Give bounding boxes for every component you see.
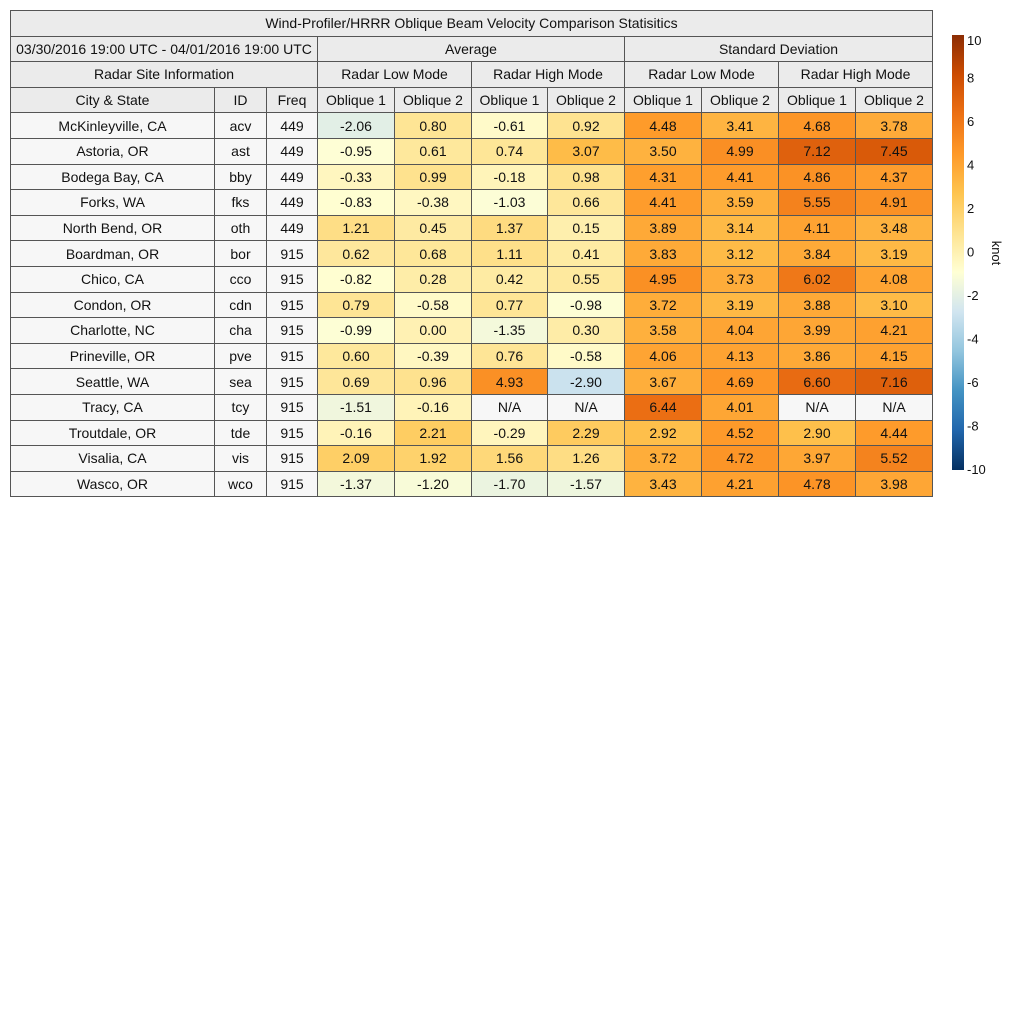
value-cell-avg-high-oblique-2: 2.29 bbox=[548, 420, 625, 446]
site-city-cell: Visalia, CA bbox=[11, 446, 215, 472]
colorbar-tick-label: -6 bbox=[967, 375, 979, 390]
site-id-cell: vis bbox=[215, 446, 267, 472]
value-cell-std-high-oblique-1: N/A bbox=[779, 394, 856, 420]
value-cell-std-low-oblique-2: 4.04 bbox=[702, 318, 779, 344]
value-cell-avg-high-oblique-2: -0.98 bbox=[548, 292, 625, 318]
value-cell-std-low-oblique-2: 4.99 bbox=[702, 138, 779, 164]
table-row bbox=[11, 420, 933, 446]
site-freq-cell: 915 bbox=[267, 471, 318, 497]
value-cell-avg-low-oblique-1: -0.33 bbox=[318, 164, 395, 190]
value-cell-avg-high-oblique-2: -2.90 bbox=[548, 369, 625, 395]
site-id-cell: oth bbox=[215, 215, 267, 241]
value-cell-std-low-oblique-1: 4.41 bbox=[625, 190, 702, 216]
site-info-header: Radar Site Information bbox=[11, 62, 318, 88]
colorbar-tick-label: -8 bbox=[967, 418, 979, 434]
colorbar-tick-label: 0 bbox=[967, 244, 975, 260]
value-cell-avg-low-oblique-1: 0.62 bbox=[318, 241, 395, 267]
value-cell-std-low-oblique-1: 3.72 bbox=[625, 446, 702, 472]
column-header-avg-low-oblique-1: Oblique 1 bbox=[318, 87, 395, 113]
site-freq-cell: 449 bbox=[267, 138, 318, 164]
site-id-cell: bor bbox=[215, 241, 267, 267]
value-cell-std-low-oblique-2: 4.01 bbox=[702, 394, 779, 420]
colorbar-tick-label: -10 bbox=[967, 462, 986, 477]
value-cell-std-high-oblique-2: 4.08 bbox=[856, 266, 933, 292]
value-cell-avg-low-oblique-2: -0.38 bbox=[395, 190, 472, 216]
colorbar-tick-label: 6 bbox=[967, 114, 975, 129]
site-id-cell: fks bbox=[215, 190, 267, 216]
colorbar-tick-label: 4 bbox=[967, 157, 975, 173]
value-cell-std-high-oblique-2: N/A bbox=[856, 394, 933, 420]
value-cell-avg-high-oblique-2: 0.15 bbox=[548, 215, 625, 241]
site-freq-cell: 915 bbox=[267, 318, 318, 344]
value-cell-std-low-oblique-2: 4.69 bbox=[702, 369, 779, 395]
value-cell-avg-low-oblique-2: 0.99 bbox=[395, 164, 472, 190]
site-city-cell: Seattle, WA bbox=[11, 369, 215, 395]
value-cell-avg-high-oblique-2: 0.41 bbox=[548, 241, 625, 267]
colorbar-ticks bbox=[967, 35, 986, 477]
value-cell-avg-high-oblique-1: -1.03 bbox=[472, 190, 548, 216]
value-cell-std-low-oblique-1: 3.67 bbox=[625, 369, 702, 395]
value-cell-avg-low-oblique-1: -2.06 bbox=[318, 113, 395, 139]
value-cell-std-high-oblique-2: 4.15 bbox=[856, 343, 933, 369]
table-row bbox=[11, 394, 933, 420]
value-cell-avg-high-oblique-1: 0.42 bbox=[472, 266, 548, 292]
colorbar-gradient bbox=[952, 35, 964, 470]
value-cell-std-low-oblique-2: 3.59 bbox=[702, 190, 779, 216]
value-cell-avg-high-oblique-1: 0.77 bbox=[472, 292, 548, 318]
site-city-cell: Charlotte, NC bbox=[11, 318, 215, 344]
value-cell-avg-low-oblique-2: 0.00 bbox=[395, 318, 472, 344]
site-freq-cell: 449 bbox=[267, 164, 318, 190]
column-header-std-high-oblique-1: Oblique 1 bbox=[779, 87, 856, 113]
value-cell-std-high-oblique-2: 7.16 bbox=[856, 369, 933, 395]
value-cell-std-high-oblique-1: 2.90 bbox=[779, 420, 856, 446]
site-freq-cell: 915 bbox=[267, 394, 318, 420]
value-cell-std-low-oblique-2: 3.41 bbox=[702, 113, 779, 139]
value-cell-avg-low-oblique-2: 0.68 bbox=[395, 241, 472, 267]
value-cell-avg-low-oblique-2: 0.45 bbox=[395, 215, 472, 241]
value-cell-avg-high-oblique-1: 4.93 bbox=[472, 369, 548, 395]
site-id-cell: cha bbox=[215, 318, 267, 344]
value-cell-avg-low-oblique-1: -0.99 bbox=[318, 318, 395, 344]
value-cell-std-low-oblique-2: 3.73 bbox=[702, 266, 779, 292]
value-cell-avg-low-oblique-1: -0.82 bbox=[318, 266, 395, 292]
value-cell-avg-high-oblique-2: 0.30 bbox=[548, 318, 625, 344]
value-cell-avg-low-oblique-2: 0.80 bbox=[395, 113, 472, 139]
table-row bbox=[11, 369, 933, 395]
std-high-mode-header: Radar High Mode bbox=[779, 62, 933, 88]
column-header-city: City & State bbox=[11, 87, 215, 113]
std-dev-header: Standard Deviation bbox=[625, 36, 933, 62]
value-cell-std-high-oblique-2: 3.98 bbox=[856, 471, 933, 497]
value-cell-avg-low-oblique-1: 0.79 bbox=[318, 292, 395, 318]
site-id-cell: tcy bbox=[215, 394, 267, 420]
table-row bbox=[11, 292, 933, 318]
site-city-cell: Prineville, OR bbox=[11, 343, 215, 369]
site-id-cell: wco bbox=[215, 471, 267, 497]
site-city-cell: Bodega Bay, CA bbox=[11, 164, 215, 190]
site-freq-cell: 915 bbox=[267, 241, 318, 267]
value-cell-avg-low-oblique-1: 0.69 bbox=[318, 369, 395, 395]
value-cell-std-high-oblique-2: 4.91 bbox=[856, 190, 933, 216]
site-city-cell: Wasco, OR bbox=[11, 471, 215, 497]
value-cell-avg-low-oblique-1: -1.51 bbox=[318, 394, 395, 420]
value-cell-avg-low-oblique-2: -0.58 bbox=[395, 292, 472, 318]
value-cell-std-low-oblique-1: 2.92 bbox=[625, 420, 702, 446]
column-header-std-low-oblique-1: Oblique 1 bbox=[625, 87, 702, 113]
value-cell-std-low-oblique-1: 4.06 bbox=[625, 343, 702, 369]
site-freq-cell: 915 bbox=[267, 266, 318, 292]
colorbar-tick-label: 2 bbox=[967, 201, 975, 216]
value-cell-avg-low-oblique-2: -1.20 bbox=[395, 471, 472, 497]
value-cell-std-high-oblique-1: 4.86 bbox=[779, 164, 856, 190]
value-cell-std-high-oblique-2: 4.21 bbox=[856, 318, 933, 344]
site-id-cell: sea bbox=[215, 369, 267, 395]
site-freq-cell: 915 bbox=[267, 369, 318, 395]
value-cell-std-low-oblique-1: 3.58 bbox=[625, 318, 702, 344]
colorbar-tick-label: 10 bbox=[967, 35, 982, 48]
value-cell-std-high-oblique-1: 3.88 bbox=[779, 292, 856, 318]
column-header-std-high-oblique-2: Oblique 2 bbox=[856, 87, 933, 113]
value-cell-avg-high-oblique-1: 0.74 bbox=[472, 138, 548, 164]
value-cell-std-low-oblique-1: 3.50 bbox=[625, 138, 702, 164]
value-cell-avg-high-oblique-1: N/A bbox=[472, 394, 548, 420]
value-cell-std-low-oblique-1: 4.48 bbox=[625, 113, 702, 139]
value-cell-std-low-oblique-1: 3.72 bbox=[625, 292, 702, 318]
value-cell-avg-high-oblique-2: -1.57 bbox=[548, 471, 625, 497]
table-row bbox=[11, 446, 933, 472]
value-cell-std-high-oblique-2: 7.45 bbox=[856, 138, 933, 164]
site-freq-cell: 915 bbox=[267, 446, 318, 472]
value-cell-avg-high-oblique-1: -1.35 bbox=[472, 318, 548, 344]
value-cell-avg-high-oblique-2: 0.92 bbox=[548, 113, 625, 139]
value-cell-std-high-oblique-1: 4.11 bbox=[779, 215, 856, 241]
table-row bbox=[11, 190, 933, 216]
site-city-cell: McKinleyville, CA bbox=[11, 113, 215, 139]
site-city-cell: North Bend, OR bbox=[11, 215, 215, 241]
value-cell-std-high-oblique-1: 5.55 bbox=[779, 190, 856, 216]
site-city-cell: Boardman, OR bbox=[11, 241, 215, 267]
value-cell-std-high-oblique-1: 6.60 bbox=[779, 369, 856, 395]
value-cell-std-high-oblique-2: 3.48 bbox=[856, 215, 933, 241]
value-cell-avg-high-oblique-2: N/A bbox=[548, 394, 625, 420]
value-cell-avg-high-oblique-2: 0.66 bbox=[548, 190, 625, 216]
value-cell-std-high-oblique-2: 3.10 bbox=[856, 292, 933, 318]
value-cell-avg-low-oblique-2: 2.21 bbox=[395, 420, 472, 446]
value-cell-std-low-oblique-1: 3.83 bbox=[625, 241, 702, 267]
value-cell-avg-low-oblique-1: -1.37 bbox=[318, 471, 395, 497]
value-cell-avg-high-oblique-1: -0.61 bbox=[472, 113, 548, 139]
column-header-freq: Freq bbox=[267, 87, 318, 113]
value-cell-std-high-oblique-1: 3.97 bbox=[779, 446, 856, 472]
column-header-avg-high-oblique-1: Oblique 1 bbox=[472, 87, 548, 113]
colorbar-unit-label: knot bbox=[989, 240, 1004, 266]
value-cell-std-high-oblique-1: 3.86 bbox=[779, 343, 856, 369]
value-cell-std-low-oblique-1: 4.95 bbox=[625, 266, 702, 292]
avg-low-mode-header: Radar Low Mode bbox=[318, 62, 472, 88]
std-low-mode-header: Radar Low Mode bbox=[625, 62, 779, 88]
date-range: 03/30/2016 19:00 UTC - 04/01/2016 19:00 UTC bbox=[11, 36, 318, 62]
value-cell-std-low-oblique-2: 3.12 bbox=[702, 241, 779, 267]
value-cell-std-low-oblique-2: 3.14 bbox=[702, 215, 779, 241]
site-freq-cell: 915 bbox=[267, 292, 318, 318]
value-cell-std-high-oblique-2: 5.52 bbox=[856, 446, 933, 472]
value-cell-avg-low-oblique-2: 1.92 bbox=[395, 446, 472, 472]
column-header-std-low-oblique-2: Oblique 2 bbox=[702, 87, 779, 113]
value-cell-avg-low-oblique-2: -0.39 bbox=[395, 343, 472, 369]
table-row bbox=[11, 241, 933, 267]
value-cell-avg-low-oblique-2: -0.16 bbox=[395, 394, 472, 420]
site-id-cell: bby bbox=[215, 164, 267, 190]
value-cell-std-low-oblique-2: 4.21 bbox=[702, 471, 779, 497]
table-body bbox=[11, 113, 933, 497]
value-cell-avg-high-oblique-1: -0.29 bbox=[472, 420, 548, 446]
site-id-cell: cdn bbox=[215, 292, 267, 318]
table-row bbox=[11, 215, 933, 241]
value-cell-std-high-oblique-1: 4.78 bbox=[779, 471, 856, 497]
comparison-table bbox=[10, 10, 933, 497]
value-cell-std-low-oblique-2: 4.41 bbox=[702, 164, 779, 190]
column-header-avg-low-oblique-2: Oblique 2 bbox=[395, 87, 472, 113]
site-city-cell: Tracy, CA bbox=[11, 394, 215, 420]
value-cell-avg-high-oblique-1: 1.37 bbox=[472, 215, 548, 241]
value-cell-avg-low-oblique-1: 2.09 bbox=[318, 446, 395, 472]
value-cell-std-high-oblique-1: 6.02 bbox=[779, 266, 856, 292]
value-cell-avg-low-oblique-1: -0.16 bbox=[318, 420, 395, 446]
site-freq-cell: 915 bbox=[267, 343, 318, 369]
value-cell-std-low-oblique-1: 3.89 bbox=[625, 215, 702, 241]
site-freq-cell: 449 bbox=[267, 190, 318, 216]
value-cell-std-high-oblique-1: 3.84 bbox=[779, 241, 856, 267]
value-cell-avg-high-oblique-2: 0.98 bbox=[548, 164, 625, 190]
colorbar-tick-label: 8 bbox=[967, 70, 975, 86]
site-city-cell: Forks, WA bbox=[11, 190, 215, 216]
site-city-cell: Astoria, OR bbox=[11, 138, 215, 164]
column-header-id: ID bbox=[215, 87, 267, 113]
table-row bbox=[11, 138, 933, 164]
site-freq-cell: 915 bbox=[267, 420, 318, 446]
site-freq-cell: 449 bbox=[267, 215, 318, 241]
value-cell-avg-low-oblique-1: 0.60 bbox=[318, 343, 395, 369]
value-cell-avg-low-oblique-1: -0.95 bbox=[318, 138, 395, 164]
value-cell-avg-low-oblique-2: 0.28 bbox=[395, 266, 472, 292]
site-id-cell: pve bbox=[215, 343, 267, 369]
site-city-cell: Condon, OR bbox=[11, 292, 215, 318]
table-row bbox=[11, 471, 933, 497]
value-cell-std-high-oblique-2: 3.78 bbox=[856, 113, 933, 139]
value-cell-avg-high-oblique-1: 1.56 bbox=[472, 446, 548, 472]
colorbar-tick-label: -2 bbox=[967, 288, 979, 303]
value-cell-avg-high-oblique-2: 0.55 bbox=[548, 266, 625, 292]
value-cell-std-high-oblique-2: 4.44 bbox=[856, 420, 933, 446]
table-row bbox=[11, 164, 933, 190]
value-cell-avg-low-oblique-1: -0.83 bbox=[318, 190, 395, 216]
table-row bbox=[11, 343, 933, 369]
value-cell-std-high-oblique-2: 3.19 bbox=[856, 241, 933, 267]
value-cell-std-low-oblique-2: 4.72 bbox=[702, 446, 779, 472]
site-city-cell: Troutdale, OR bbox=[11, 420, 215, 446]
value-cell-avg-high-oblique-1: -1.70 bbox=[472, 471, 548, 497]
column-header-avg-high-oblique-2: Oblique 2 bbox=[548, 87, 625, 113]
value-cell-avg-low-oblique-2: 0.61 bbox=[395, 138, 472, 164]
avg-high-mode-header: Radar High Mode bbox=[472, 62, 625, 88]
site-freq-cell: 449 bbox=[267, 113, 318, 139]
value-cell-std-low-oblique-1: 6.44 bbox=[625, 394, 702, 420]
value-cell-std-high-oblique-1: 4.68 bbox=[779, 113, 856, 139]
value-cell-avg-low-oblique-2: 0.96 bbox=[395, 369, 472, 395]
value-cell-std-low-oblique-2: 3.19 bbox=[702, 292, 779, 318]
table-row bbox=[11, 266, 933, 292]
value-cell-std-high-oblique-1: 3.99 bbox=[779, 318, 856, 344]
colorbar-legend bbox=[952, 35, 1018, 477]
site-id-cell: acv bbox=[215, 113, 267, 139]
table-row bbox=[11, 318, 933, 344]
value-cell-std-low-oblique-1: 3.43 bbox=[625, 471, 702, 497]
site-id-cell: ast bbox=[215, 138, 267, 164]
value-cell-std-high-oblique-2: 4.37 bbox=[856, 164, 933, 190]
value-cell-avg-high-oblique-2: -0.58 bbox=[548, 343, 625, 369]
table-title: Wind-Profiler/HRRR Oblique Beam Velocity Comparison Statisitics bbox=[11, 11, 933, 37]
average-header: Average bbox=[318, 36, 625, 62]
colorbar-tick-label: -4 bbox=[967, 331, 979, 347]
value-cell-std-low-oblique-2: 4.52 bbox=[702, 420, 779, 446]
table-row bbox=[11, 113, 933, 139]
value-cell-std-high-oblique-1: 7.12 bbox=[779, 138, 856, 164]
site-id-cell: cco bbox=[215, 266, 267, 292]
value-cell-avg-high-oblique-2: 1.26 bbox=[548, 446, 625, 472]
value-cell-std-low-oblique-2: 4.13 bbox=[702, 343, 779, 369]
value-cell-avg-high-oblique-1: -0.18 bbox=[472, 164, 548, 190]
value-cell-avg-low-oblique-1: 1.21 bbox=[318, 215, 395, 241]
value-cell-avg-high-oblique-2: 3.07 bbox=[548, 138, 625, 164]
value-cell-std-low-oblique-1: 4.31 bbox=[625, 164, 702, 190]
value-cell-avg-high-oblique-1: 0.76 bbox=[472, 343, 548, 369]
site-id-cell: tde bbox=[215, 420, 267, 446]
site-city-cell: Chico, CA bbox=[11, 266, 215, 292]
value-cell-avg-high-oblique-1: 1.11 bbox=[472, 241, 548, 267]
